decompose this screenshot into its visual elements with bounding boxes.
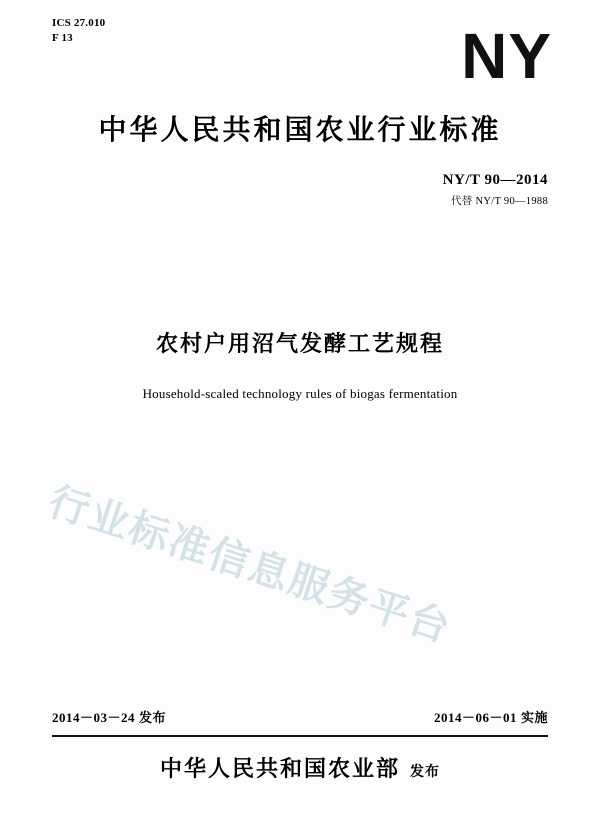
standard-number-block: [443, 172, 548, 208]
footer-divider: [52, 735, 548, 737]
standard-number: NY/T 90—2014: [442, 172, 548, 188]
document-title-en: Household-scaled technology rules of biogas fermentation: [142, 386, 458, 401]
effective-date-label: 实施: [520, 711, 548, 726]
class-code: F 13: [52, 32, 73, 44]
effective-date-value: 2014－06－01: [433, 710, 517, 725]
document-title-cn: 农村户用沼气发酵工艺规程: [155, 332, 444, 357]
ics-code: ICS 27.010: [52, 17, 106, 29]
publisher-action: 发布: [410, 764, 440, 780]
ny-logo: NY: [461, 20, 552, 92]
ics-classification-block: [52, 16, 105, 46]
watermark-text: 行业标准信息服务平台: [43, 478, 457, 653]
effective-date: [434, 707, 548, 726]
publisher-line: [0, 752, 600, 783]
footer-dates: [52, 707, 548, 726]
publisher-org: 中华人民共和国农业部: [159, 757, 400, 782]
standard-org-title: 中华人民共和国农业行业标准: [98, 113, 502, 146]
issue-date-value: 2014－03－24: [52, 710, 136, 725]
standard-replaces: 代替 NY/T 90—1988: [450, 196, 548, 207]
issue-date-label: 发布: [139, 711, 167, 726]
issue-date: [52, 707, 166, 726]
